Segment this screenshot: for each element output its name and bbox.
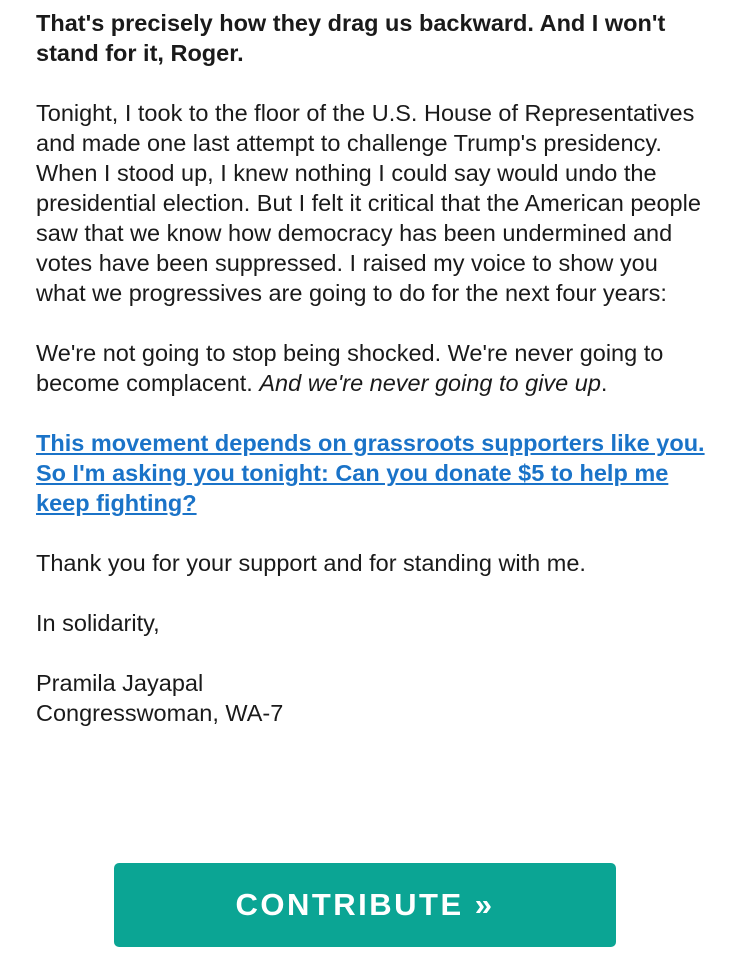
commitment-italic: And we're never going to give up: [259, 370, 601, 396]
email-paragraph: Tonight, I took to the floor of the U.S. House of Representatives and made one last attempt to challenge Trump's presidency. When I stood up, I knew nothing I could say would undo the presidential election. But I felt it critical that the American people saw that we know how democracy has been undermined and votes have been suppressed. I raised my voice to show you what we progressives are going to do for the next four years:: [36, 100, 701, 306]
contribute-button[interactable]: CONTRIBUTE »: [114, 863, 616, 947]
email-headline: That's precisely how they drag us backward. And I won't stand for it, Roger.: [36, 10, 666, 66]
donate-link[interactable]: This movement depends on grassroots supporters like you. So I'm asking you tonight: Can you donate $5 to help me keep fighting?: [36, 430, 705, 516]
donate-paragraph: [36, 428, 706, 518]
commitment-end: .: [600, 370, 608, 396]
signature: [36, 668, 706, 728]
commitment-text: We're not going to stop being shocked. We're never going to become complacent.: [36, 340, 664, 396]
thanks-text: Thank you for your support and for standing with me.: [36, 550, 586, 576]
closing-text: In solidarity,: [36, 610, 160, 636]
email-paragraph-commitment: [36, 338, 706, 398]
signature-title: Congresswoman, WA-7: [36, 700, 284, 726]
email-body: [36, 8, 706, 728]
signature-name: Pramila Jayapal: [36, 670, 204, 696]
